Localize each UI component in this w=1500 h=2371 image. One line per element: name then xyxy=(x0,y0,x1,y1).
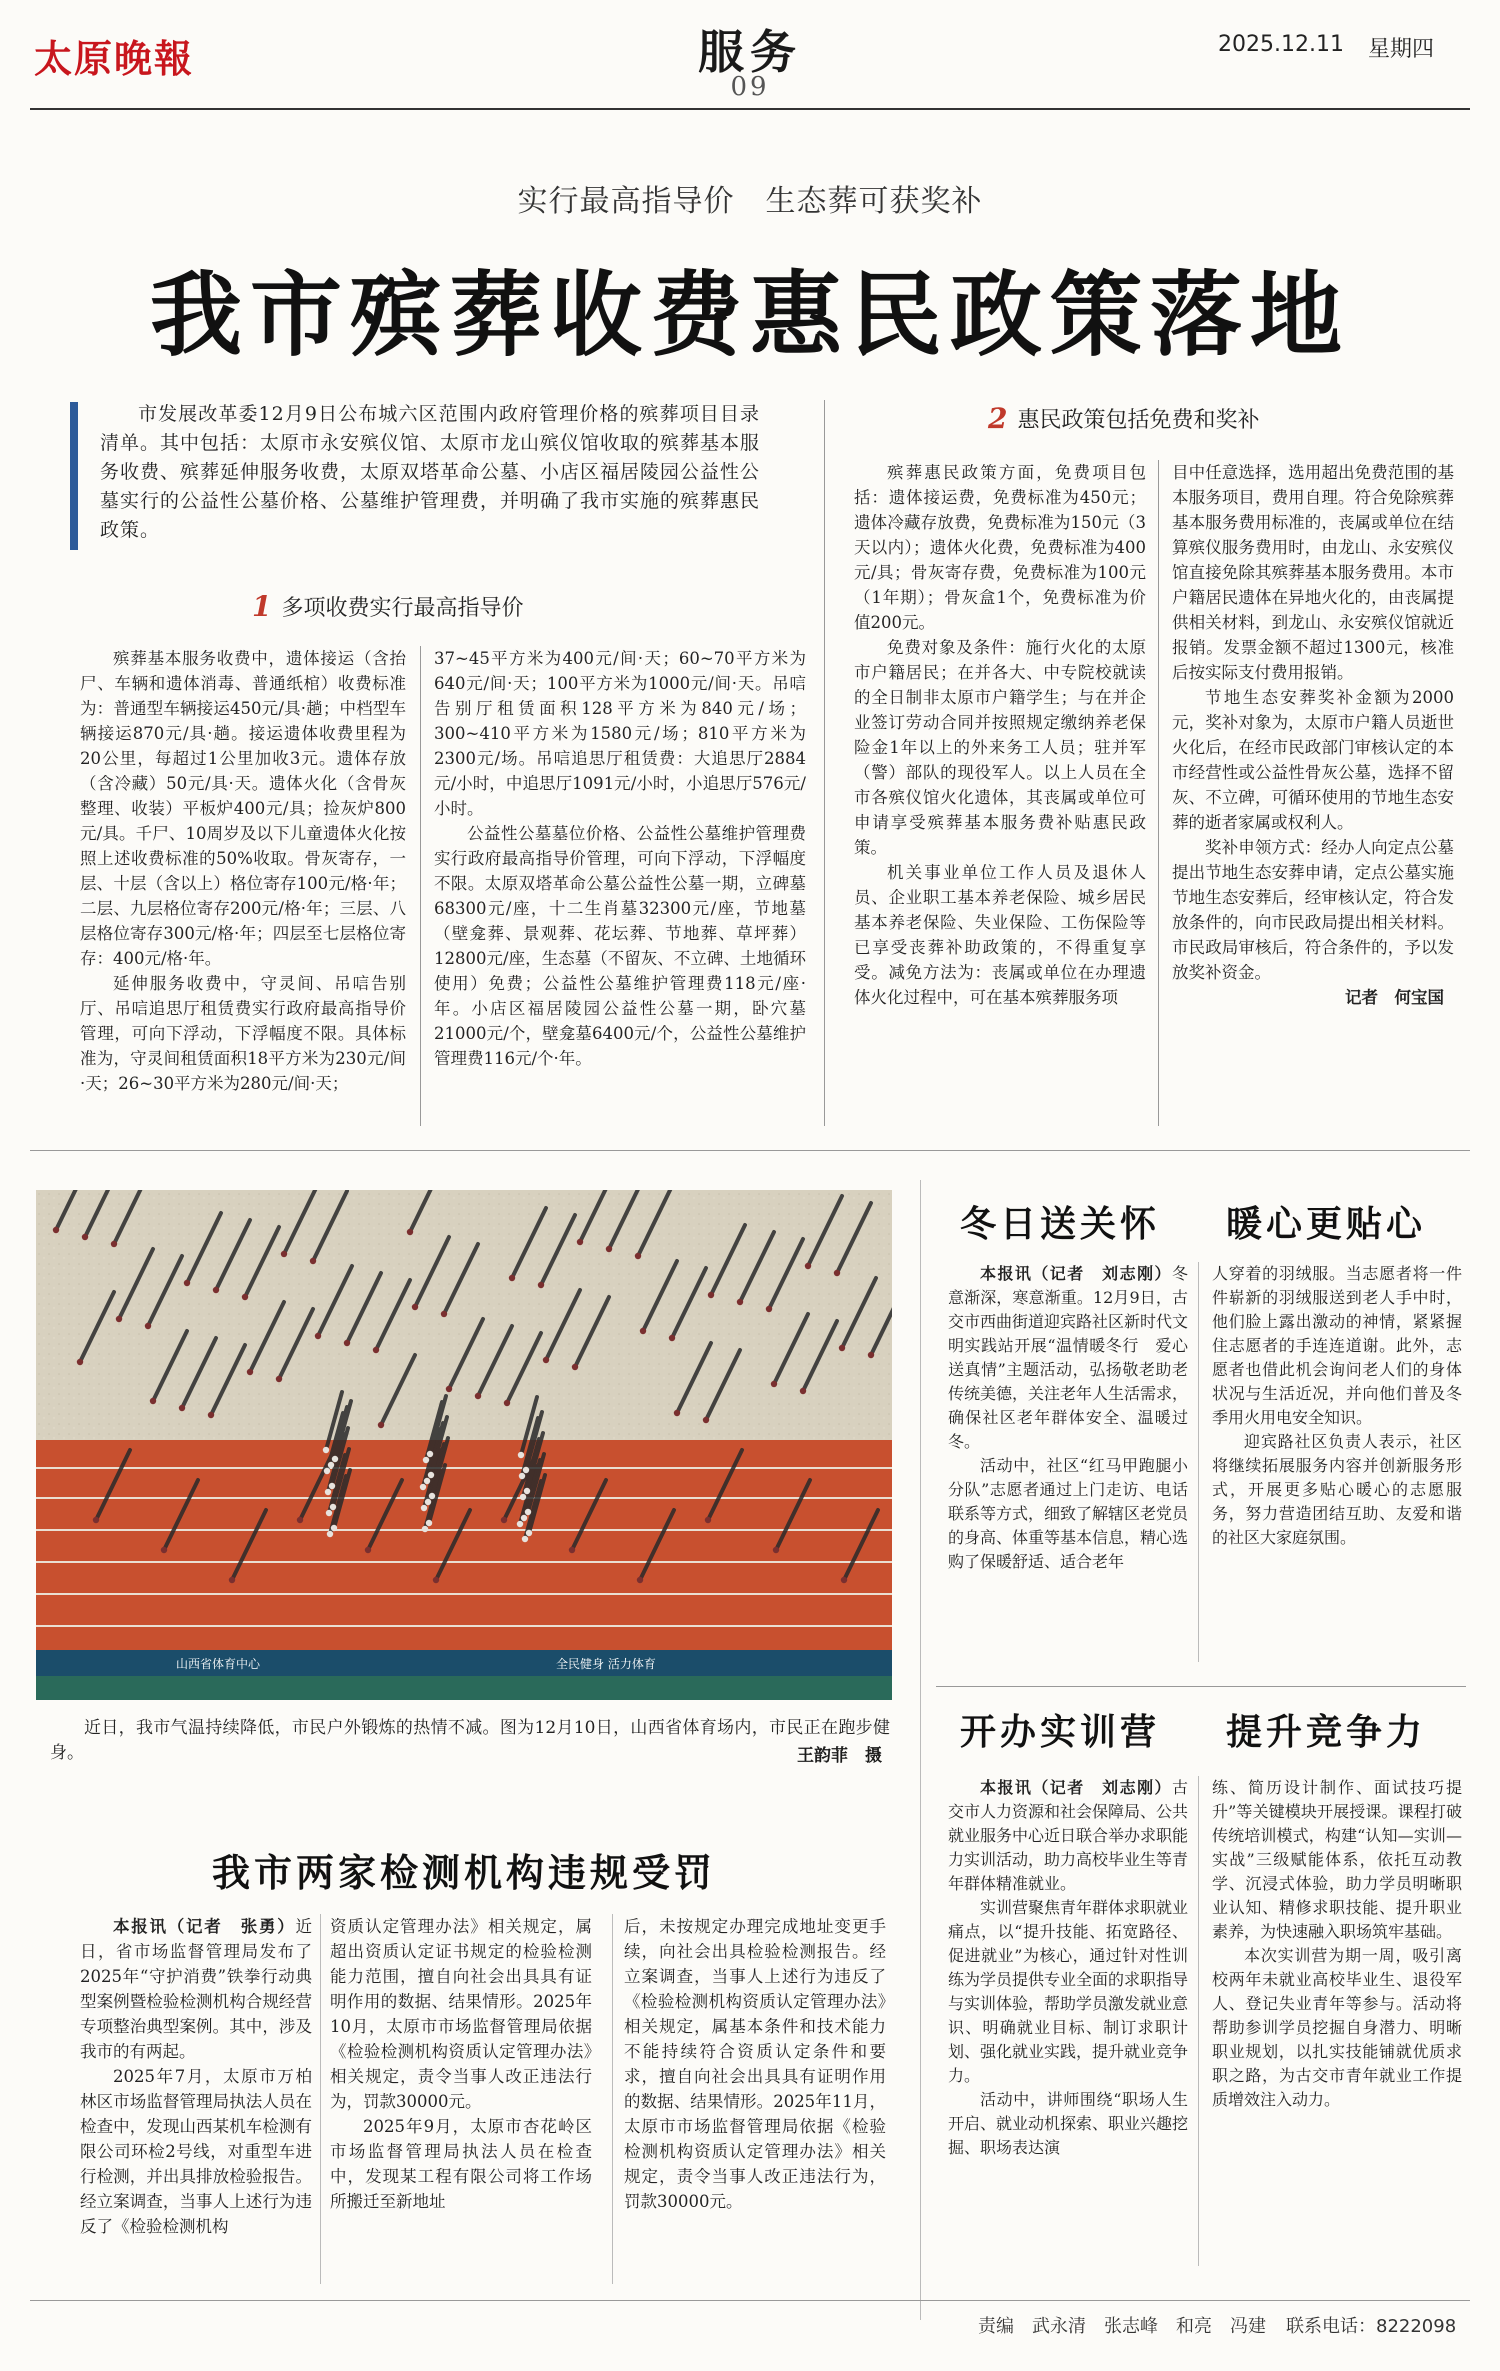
paragraph: 免费对象及条件：施行火化的太原市户籍居民；在并各大、中专院校就读的全日制非太原市户籍学生；与在并企业签订劳动合同并按照规定缴纳养老保险金1年以上的外来务工人员；驻并军（警）部队的现役军人。以上人员在全市各殡仪馆火化遗体，其丧属或单位可申请享受殡葬基本服务费补贴惠民政策。 xyxy=(854,638,1146,857)
section2-number: 2 xyxy=(988,402,1008,435)
footer-phone: 联系电话：8222098 xyxy=(1286,2316,1457,2337)
runner xyxy=(297,1517,303,1523)
training-col-2 xyxy=(1212,1776,1462,2112)
runner xyxy=(412,1304,418,1310)
runner xyxy=(441,1311,447,1317)
runner xyxy=(111,1241,117,1247)
inspection-col-1 xyxy=(80,1914,312,2239)
lead-col-2 xyxy=(434,646,806,1071)
byline: 本报讯（记者 刘志刚） xyxy=(980,1778,1172,1797)
winter-col-2 xyxy=(1212,1262,1462,1550)
section-rule xyxy=(30,1150,1470,1151)
runner xyxy=(281,1251,287,1257)
runner xyxy=(637,1577,643,1583)
runner xyxy=(839,1345,845,1351)
runner xyxy=(773,1547,779,1553)
runner xyxy=(427,1451,433,1457)
paragraph-text: 冬意渐深，寒意渐重。12月9日，古交市西曲街道迎宾路社区新时代文明实践站开展“温情暖冬行 爱心送真情”主题活动，弘扬敬老助老传统美德，关注老年人生活需求，确保社区老年群体安全、温暖过冬。 xyxy=(948,1264,1189,1451)
issue-weekday: 星期四 xyxy=(1368,37,1435,62)
runner xyxy=(708,1292,714,1298)
runner xyxy=(332,1456,338,1462)
runner xyxy=(116,1316,122,1322)
runner xyxy=(422,1526,428,1532)
paragraph xyxy=(80,2064,312,2239)
runner xyxy=(475,1393,481,1399)
paragraph xyxy=(948,1896,1188,2088)
runner xyxy=(703,1417,709,1423)
runner xyxy=(421,1505,427,1511)
runner xyxy=(365,1547,371,1553)
runner xyxy=(324,1468,330,1474)
paragraph: 目中任意选择，选用超出免费范围的基本服务项目，费用自理。符合免除殡葬基本服务费用标准的，丧属或单位在结算殡仪服务费用时，由龙山、永安殡仪馆直接免除其殡葬基本服务费用。本市户籍居民遗体在异地火化的，由丧属提供相关材料，到龙山、永安殡仪馆就近报销。发票金额不超过1300元，核准后按实际支付费用报销。 xyxy=(1172,463,1454,682)
stadium-photo xyxy=(36,1190,892,1700)
winter-col-1 xyxy=(948,1262,1188,1574)
paragraph: 人穿着的羽绒服。当志愿者将一件件崭新的羽绒服送到老人手中时，他们脸上露出激动的神情，紧紧握住志愿者的手连连道谢。此外，志愿者也借此机会询问老人们的身体状况与生活近况，并向他们普及冬季用火用电安全知识。 xyxy=(1212,1264,1462,1427)
runner xyxy=(276,1376,282,1382)
runner xyxy=(325,1489,331,1495)
paragraph-text: 活动中，讲师围绕“职场人生开启、就业动机探索、职业兴趣挖掘、职场表达演 xyxy=(948,2090,1189,2157)
runner xyxy=(82,1234,88,1240)
runner xyxy=(208,1412,214,1418)
paragraph: 奖补申领方式：经办人向定点公墓提出节地生态安葬申请，定点公墓实施节地生态安葬后，经审核认定，符合发放条件的，向市民政局提出相关材料。市民政局审核后，符合条件的，予以发放奖补资金。 xyxy=(1172,838,1454,982)
runner xyxy=(150,1398,156,1404)
training-headline-a: 开办实训营 xyxy=(960,1712,1161,1753)
runner xyxy=(429,1493,435,1499)
runner xyxy=(805,1263,811,1269)
runner xyxy=(326,1510,332,1516)
training-headline-b: 提升竞争力 xyxy=(1226,1712,1427,1753)
runner xyxy=(640,1328,646,1334)
lead-summary: 市发展改革委12月9日公布城六区范围内政府管理价格的殡葬项目目录清单。其中包括：太原市永安殡仪馆、太原市龙山殡仪馆收取的殡葬基本服务收费、殡葬延伸服务收费，太原双塔革命公墓、小店区福居陵园公益性公墓实行的公益性公墓价格、公墓维护管理费，并明确了我市实施的殡葬惠民政策。 xyxy=(100,403,761,541)
training-col-1 xyxy=(948,1776,1188,2160)
paragraph: 机关事业单位工作人员及退休人员、企业职工基本养老保险、城乡居民基本养老保险、失业保险、工伤保险等已享受丧葬补助政策的，不得重复享受。减免方法为：丧属或单位在办理遗体火化过程中，可在基本殡葬服务项 xyxy=(854,863,1146,1007)
paragraph: 迎宾路社区负责人表示，社区将继续拓展服务内容并创新服务形式，开展更多贴心暖心的志愿服务，努力营造团结互助、友爱和谐的社区大家庭氛围。 xyxy=(1212,1432,1462,1547)
lead-kicker: 实行最高指导价 生态葬可获奖补 xyxy=(517,184,983,219)
runner xyxy=(428,1472,434,1478)
runner xyxy=(674,1410,680,1416)
runner xyxy=(93,1517,99,1523)
section-rule xyxy=(936,1686,1466,1687)
runner xyxy=(572,1364,578,1370)
runner xyxy=(737,1299,743,1305)
runner xyxy=(330,1504,336,1510)
runner xyxy=(426,1520,432,1526)
lead-col-3 xyxy=(854,460,1146,1010)
photo-caption: 近日，我市气温持续降低，市民户外锻炼的热情不减。图为12月10日，山西省体育场内，市民正在跑步健身。 xyxy=(50,1718,890,1763)
paragraph: 2025年9月，太原市杏花岭区市场监督管理局执法人员在检查中，发现某工程有限公司将工作场所搬迁至新地址 xyxy=(330,2117,592,2211)
footer-rule xyxy=(30,2300,1470,2301)
paragraph: 殡葬基本服务收费中，遗体接运（含抬尸、车辆和遗体消毒、普通纸棺）收费标准为：普通型车辆接运450元/具·趟；中档型车辆接运870元/具·趟。接运遗体收费里程为20公里，每超过1公里加收3元。遗体存放（含冷藏）50元/具·天。遗体火化（含骨灰整理、收装）平板炉400元/具；捡灰炉800元/具。千尸、10周岁及以下儿童遗体火化按照上述收费标准的50%收取。骨灰寄存，一层、十层（含以上）格位寄存100元/格·年；二层、九层格位寄存200元/格·年；三层、八层格位寄存300元/格·年；四层至七层格位寄存：400元/格·年。 xyxy=(80,649,406,968)
inspection-col-2 xyxy=(330,1914,592,2214)
column-divider xyxy=(1198,1262,1199,1662)
paragraph-text: 实训营聚焦青年群体求职就业痛点，以“提升技能、拓宽路径、促进就业”为核心，通过针对性训练为学员提供专业全面的求职指导与实训体验，帮助学员激发就业意识、明确就业目标、制订求职计划、强化就业实践，提升就业竞争力。 xyxy=(948,1898,1189,2085)
runner xyxy=(315,1333,321,1339)
column-divider xyxy=(1198,1776,1199,2266)
lead-headline: 我市殡葬收费惠民政策落地 xyxy=(149,262,1350,369)
runner xyxy=(517,1521,523,1527)
runner xyxy=(524,1488,530,1494)
runner xyxy=(606,1246,612,1252)
runner xyxy=(424,1478,430,1484)
paragraph-text: 活动中，社区“红马甲跑腿小分队”志愿者通过上门走访、电话联系等方式，细致了解辖区老党员的身高、体重等基本信息，精心选购了保暖舒适、适合老年 xyxy=(948,1456,1189,1571)
runner xyxy=(323,1447,329,1453)
lead-col-4 xyxy=(1172,460,1454,1010)
paragraph: 练、简历设计制作、面试技巧提升”等关键模块开展授课。课程打破传统培训模式，构建“认知—实训—实战”三级赋能体系，依托互动教学、沉浸式体验，助力学员明晰职业认知、精修求职技能、提升职业素养，为快速融入职场筑牢基础。 xyxy=(1212,1778,1462,1941)
runner xyxy=(433,1577,439,1583)
masthead-logo: 太原晚報 xyxy=(34,36,195,81)
photo-credit: 王韵菲 摄 xyxy=(797,1746,882,1766)
section1-title: 多项收费实行最高指导价 xyxy=(281,596,524,621)
runner xyxy=(145,1323,151,1329)
paragraph-text: 古交市人力资源和社会保障局、公共就业服务中心近日联合举办求职能力实训活动，助力高校毕业生等青年群体精准就业。 xyxy=(948,1778,1189,1893)
runner xyxy=(705,1517,711,1523)
section-title: 服务 xyxy=(698,25,802,79)
runner xyxy=(543,1357,549,1363)
runner xyxy=(184,1280,190,1286)
runner xyxy=(523,1467,529,1473)
paragraph-text: 近日，省市场监督管理局发布了2025年“守护消费”铁拳行动典型案例暨检验检测机构合规经营专项整治典型案例。其中，涉及我市的有两起。 xyxy=(80,1917,312,2061)
runner xyxy=(526,1530,532,1536)
paragraph: 延伸服务收费中，守灵间、吊唁告别厅、吊唁追思厅租赁费实行政府最高指导价管理，可向下浮动，下浮幅度不限。具体标准为，守灵间租赁面积18平方米为230元/间·天；26~30平方米为280元/间·天； xyxy=(80,974,406,1093)
runner xyxy=(161,1547,167,1553)
runner xyxy=(525,1509,531,1515)
section1-heading xyxy=(252,590,524,623)
runner xyxy=(329,1483,335,1489)
runner xyxy=(868,1352,874,1358)
runner xyxy=(841,1577,847,1583)
runner xyxy=(213,1287,219,1293)
runner xyxy=(504,1400,510,1406)
runner xyxy=(669,1335,675,1341)
runner xyxy=(229,1577,235,1583)
winter-headline-a: 冬日送关怀 xyxy=(960,1204,1161,1245)
runner xyxy=(53,1227,59,1233)
runner xyxy=(509,1275,515,1281)
runner xyxy=(378,1422,384,1428)
paragraph-text: 2025年7月，太原市万柏林区市场监督管理局执法人员在检查中，发现山西某机车检测有限公司环检2号线，对重型车进行检测，并出具排放检验报告。经立案调查，当事人上述行为违反了《检验检测机构 xyxy=(80,2067,312,2236)
lead-col-1 xyxy=(80,646,406,1096)
byline: 本报讯（记者 刘志刚） xyxy=(980,1264,1172,1283)
runner xyxy=(242,1294,248,1300)
runner xyxy=(520,1494,526,1500)
runner xyxy=(538,1282,544,1288)
paragraph: 37~45平方米为400元/间·天；60~70平方米为640元/间·天；100平方米为1000元/间·天。吊唁告别厅租赁面积128平方米为840元/场；300~410平方米为1580元/场；810平方米为2300元/场。吊唁追思厅租赁费：大追思厅2884元/小时，中追思厅1091元/小时，小追思厅576元/小时。 xyxy=(434,649,806,818)
track-aerial-image xyxy=(36,1190,892,1700)
summary-bar xyxy=(70,402,78,550)
runner xyxy=(247,1369,253,1375)
byline: 本报讯（记者 张勇） xyxy=(113,1917,296,1936)
section2-title: 惠民政策包括免费和奖补 xyxy=(1017,408,1260,433)
column-divider xyxy=(824,400,825,1126)
paragraph: 资质认定管理办法》相关规定，属超出资质认定证书规定的检验检测能力范围，擅自向社会出具具有证明作用的数据、结果情形。2025年10月，太原市市场监督管理局依据《检验检测机构资质认定管理办法》相关规定，责令当事人改正违法行为，罚款30000元。 xyxy=(330,1917,592,2111)
runner xyxy=(501,1517,507,1523)
column-divider xyxy=(420,646,421,1126)
paragraph: 殡葬惠民政策方面，免费项目包括：遗体接运费，免费标准为450元；遗体冷藏存放费，免费标准为150元（3天以内）；遗体火化费，免费标准为400元/具；骨灰寄存费，免费标准为100元（1年期）；骨灰盒1个，免费标准为价值200元。 xyxy=(854,463,1146,632)
runner xyxy=(179,1405,185,1411)
runner xyxy=(800,1388,806,1394)
column-divider xyxy=(1158,460,1159,1126)
runner xyxy=(521,1515,527,1521)
runner xyxy=(834,1270,840,1276)
runner xyxy=(635,1253,641,1259)
runner xyxy=(446,1386,452,1392)
runner xyxy=(327,1531,333,1537)
paragraph xyxy=(948,2088,1188,2160)
inspection-col-3 xyxy=(624,1914,886,2214)
paragraph: 公益性公墓墓位价格、公益性公墓维护管理费实行政府最高指导价管理，可向下浮动，下浮幅度不限。太原双塔革命公墓公益性公墓一期，立碑墓68300元/座，十二生肖墓32300元/座，节地墓（壁龛葬、景观葬、花坛葬、节地葬、草坪葬）12800元/座，生态墓（不留灰、不立碑、土地循环使用）免费；公益性公墓维护管理费118元/座·年。小店区福居陵园公益性公墓一期，卧穴墓21000元/个，壁龛墓6400元/个，公益性公墓维护管理费116元/个·年。 xyxy=(434,824,806,1068)
stand-banner-2: 全民健身 活力体育 xyxy=(556,1657,656,1671)
column-divider xyxy=(920,1180,921,2320)
column-divider xyxy=(612,1914,613,2284)
runner xyxy=(423,1457,429,1463)
runner xyxy=(77,1359,83,1365)
paragraph: 后，未按规定办理完成地址变更手续，向社会出具检验检测报告。经立案调查，当事人上述行为违反了《检验检测机构资质认定管理办法》相关规定，属基本条件和技术能力不能持续符合资质认定条件和要求，擅自向社会出具具有证明作用的数据、结果情形。2025年11月，太原市市场监督管理局依据《检验检测机构资质认定管理办法》相关规定，责令当事人改正违法行为，罚款30000元。 xyxy=(624,1917,886,2211)
runner xyxy=(407,1229,413,1235)
runner xyxy=(569,1547,575,1553)
paragraph xyxy=(948,1454,1188,1574)
runner xyxy=(771,1381,777,1387)
runner xyxy=(420,1484,426,1490)
column-divider xyxy=(320,1914,321,2284)
runner xyxy=(518,1452,524,1458)
runner xyxy=(577,1239,583,1245)
paragraph: 本次实训营为期一周，吸引离校两年未就业高校毕业生、退役军人、登记失业青年等参与。活动将帮助参训学员挖掘自身潜力、明晰职业规划，以扎实技能铺就优质求职之路，为古交市青年就业工作提质增效注入动力。 xyxy=(1212,1946,1462,2109)
stand-banner-1: 山西省体育中心 xyxy=(176,1657,261,1671)
paragraph xyxy=(948,1262,1188,1454)
section1-number: 1 xyxy=(252,590,272,623)
runner xyxy=(425,1499,431,1505)
paragraph xyxy=(948,1776,1188,1896)
paragraph: 节地生态安葬奖补金额为2000元，奖补对象为，太原市户籍人员逝世火化后，在经市民政部门审核认定的本市经营性或公益性骨灰公墓，选择不留灰、不立碑，可循环使用的节地生态安葬的逝者家属或权利人。 xyxy=(1172,688,1454,832)
runner xyxy=(766,1306,772,1312)
runner xyxy=(522,1536,528,1542)
winter-headline-b: 暖心更贴心 xyxy=(1226,1204,1427,1245)
runner xyxy=(310,1258,316,1264)
runner xyxy=(344,1340,350,1346)
inspection-headline: 我市两家检测机构违规受罚 xyxy=(211,1851,716,1895)
issue-date: 2025.12.11 xyxy=(1218,32,1344,57)
runner xyxy=(328,1462,334,1468)
section2-heading xyxy=(988,402,1260,435)
runner xyxy=(373,1347,379,1353)
masthead-rule xyxy=(30,108,1470,110)
runner xyxy=(519,1473,525,1479)
paragraph xyxy=(80,1914,312,2064)
byline: 记者 何宝国 xyxy=(1345,988,1444,1007)
footer-editors: 责编 武永清 张志峰 和亮 冯建 xyxy=(978,2316,1266,2337)
page-number: 09 xyxy=(730,72,770,102)
runner xyxy=(331,1525,337,1531)
